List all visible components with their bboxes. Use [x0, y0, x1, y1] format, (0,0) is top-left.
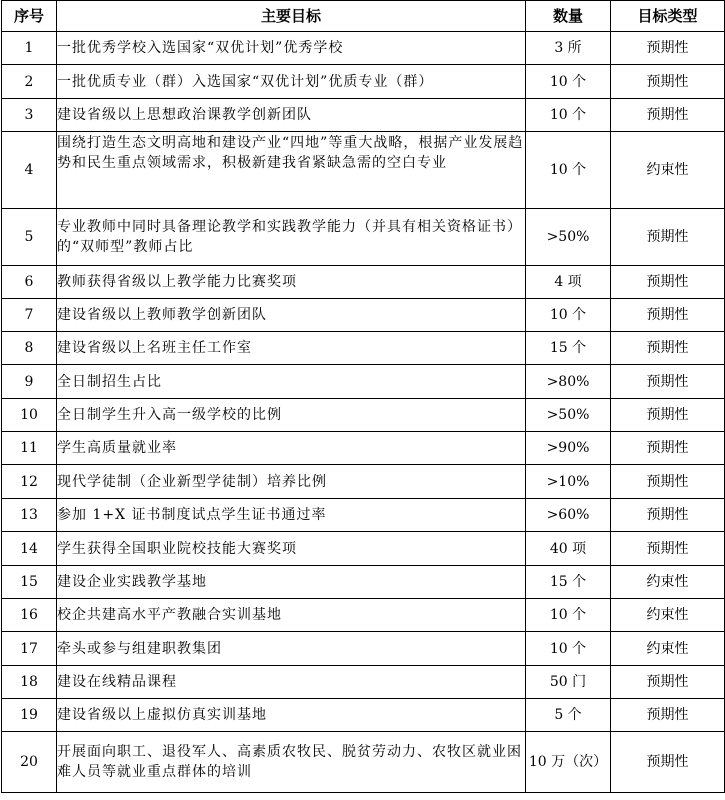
goal-cell: 建设省级以上虚拟仿真实训基地: [57, 699, 526, 732]
header-goal: 主要目标: [57, 1, 526, 32]
row-number: 20: [2, 732, 57, 793]
quantity-cell: 4 项: [526, 266, 611, 299]
goal-cell: 专业教师中同时具备理论教学和实践教学能力（并具有相关资格证书）的“双师型”教师占比: [57, 209, 526, 266]
table-row: [2, 32, 725, 65]
goals-table: [1, 0, 725, 793]
goal-cell: 参加 1+X 证书制度试点学生证书通过率: [57, 499, 526, 532]
quantity-cell: 10 万（次）: [526, 732, 611, 793]
table-row: [2, 499, 725, 532]
table-row: [2, 65, 725, 99]
table-row: [2, 599, 725, 632]
table-row: [2, 566, 725, 599]
goal-cell: 建设企业实践教学基地: [57, 566, 526, 599]
goal-cell: 现代学徒制（企业新型学徒制）培养比例: [57, 465, 526, 499]
row-number: 15: [2, 566, 57, 599]
row-number: 6: [2, 266, 57, 299]
quantity-cell: >10%: [526, 465, 611, 499]
row-number: 19: [2, 699, 57, 732]
goal-type-cell: 约束性: [611, 566, 725, 599]
quantity-cell: 15 个: [526, 332, 611, 365]
goal-type-cell: 预期性: [611, 399, 725, 432]
quantity-cell: 10 个: [526, 299, 611, 332]
goal-type-cell: 预期性: [611, 65, 725, 99]
table-row: [2, 732, 725, 793]
goal-cell: 开展面向职工、退役军人、高素质农牧民、脱贫劳动力、农牧区就业困难人员等就业重点群体的培训: [57, 732, 526, 793]
table-row: [2, 432, 725, 465]
table-row: [2, 632, 725, 666]
table-row: [2, 365, 725, 399]
goal-type-cell: 预期性: [611, 299, 725, 332]
header-qty: 数量: [526, 1, 611, 32]
table-row: [2, 299, 725, 332]
row-number: 18: [2, 666, 57, 699]
quantity-cell: 10 个: [526, 65, 611, 99]
goal-type-cell: 预期性: [611, 732, 725, 793]
quantity-cell: >50%: [526, 399, 611, 432]
quantity-cell: 10 个: [526, 599, 611, 632]
goal-cell: 建设在线精品课程: [57, 666, 526, 699]
table-row: [2, 332, 725, 365]
table-row: [2, 266, 725, 299]
table-row: [2, 465, 725, 499]
table-row: [2, 99, 725, 132]
goal-cell: 校企共建高水平产教融合实训基地: [57, 599, 526, 632]
row-number: 17: [2, 632, 57, 666]
goal-cell: 全日制学生升入高一级学校的比例: [57, 399, 526, 432]
goal-type-cell: 约束性: [611, 632, 725, 666]
table-row: [2, 399, 725, 432]
goal-type-cell: 预期性: [611, 432, 725, 465]
table-body: [2, 32, 725, 793]
quantity-cell: 10 个: [526, 632, 611, 666]
row-number: 7: [2, 299, 57, 332]
goal-cell: 牵头或参与组建职教集团: [57, 632, 526, 666]
header-no: 序号: [2, 1, 57, 32]
row-number: 4: [2, 132, 57, 209]
goal-cell: 教师获得省级以上教学能力比赛奖项: [57, 266, 526, 299]
quantity-cell: >80%: [526, 365, 611, 399]
row-number: 1: [2, 32, 57, 65]
goal-type-cell: 预期性: [611, 332, 725, 365]
row-number: 16: [2, 599, 57, 632]
table-row: [2, 209, 725, 266]
goal-type-cell: 预期性: [611, 365, 725, 399]
goal-cell: 全日制招生占比: [57, 365, 526, 399]
quantity-cell: 5 个: [526, 699, 611, 732]
quantity-cell: >60%: [526, 499, 611, 532]
row-number: 8: [2, 332, 57, 365]
goal-type-cell: 预期性: [611, 32, 725, 65]
table-row: [2, 666, 725, 699]
table-row: [2, 132, 725, 209]
quantity-cell: 3 所: [526, 32, 611, 65]
quantity-cell: >50%: [526, 209, 611, 266]
goal-cell: 学生高质量就业率: [57, 432, 526, 465]
goal-cell: 一批优秀学校入选国家“双优计划”优秀学校: [57, 32, 526, 65]
row-number: 2: [2, 65, 57, 99]
goal-type-cell: 预期性: [611, 99, 725, 132]
goal-cell: 学生获得全国职业院校技能大赛奖项: [57, 532, 526, 566]
goal-type-cell: 预期性: [611, 266, 725, 299]
goal-type-cell: 预期性: [611, 532, 725, 566]
goal-cell: 建设省级以上名班主任工作室: [57, 332, 526, 365]
row-number: 13: [2, 499, 57, 532]
header-type: 目标类型: [611, 1, 725, 32]
row-number: 9: [2, 365, 57, 399]
goal-cell: 建设省级以上思想政治课教学创新团队: [57, 99, 526, 132]
table-row: [2, 532, 725, 566]
row-number: 12: [2, 465, 57, 499]
header-row: [2, 1, 725, 32]
goal-type-cell: 预期性: [611, 499, 725, 532]
quantity-cell: 40 项: [526, 532, 611, 566]
row-number: 10: [2, 399, 57, 432]
goal-type-cell: 预期性: [611, 699, 725, 732]
goal-type-cell: 约束性: [611, 599, 725, 632]
goal-cell: 建设省级以上教师教学创新团队: [57, 299, 526, 332]
goal-cell: 围绕打造生态文明高地和建设产业“四地”等重大战略，根据产业发展趋势和民生重点领域需求，积极新建我省紧缺急需的空白专业: [57, 132, 526, 209]
row-number: 11: [2, 432, 57, 465]
row-number: 3: [2, 99, 57, 132]
quantity-cell: 10 个: [526, 132, 611, 209]
row-number: 5: [2, 209, 57, 266]
table-row: [2, 699, 725, 732]
goal-type-cell: 预期性: [611, 666, 725, 699]
goal-cell: 一批优质专业（群）入选国家“双优计划”优质专业（群）: [57, 65, 526, 99]
quantity-cell: 50 门: [526, 666, 611, 699]
quantity-cell: 10 个: [526, 99, 611, 132]
goal-type-cell: 约束性: [611, 132, 725, 209]
row-number: 14: [2, 532, 57, 566]
quantity-cell: 15 个: [526, 566, 611, 599]
quantity-cell: >90%: [526, 432, 611, 465]
goal-type-cell: 预期性: [611, 465, 725, 499]
goal-type-cell: 预期性: [611, 209, 725, 266]
